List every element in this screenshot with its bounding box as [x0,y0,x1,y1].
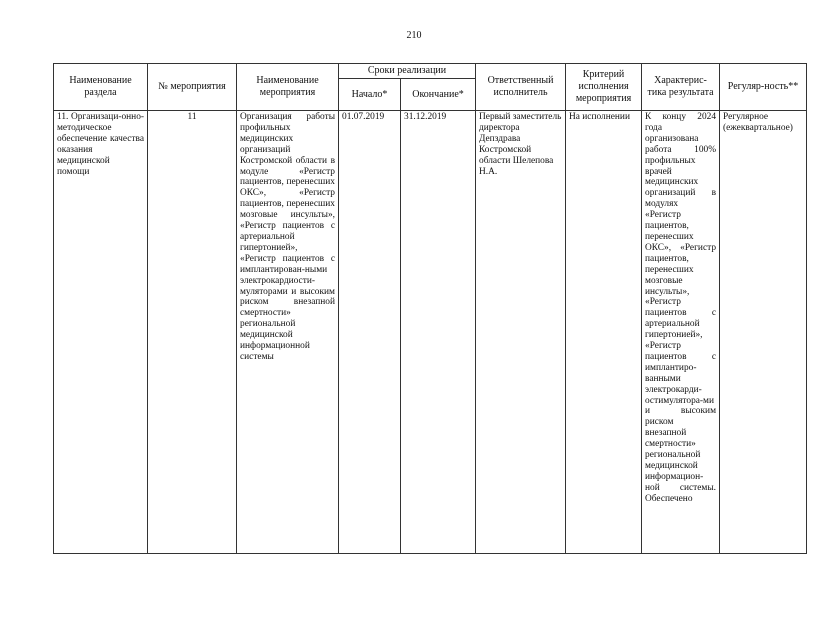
cell-activity-name: Организация работы профильных медицинских организаций Костромской области в модуле «Регистр пациентов, перенесших ОКС», «Регистр пациентов, перенесших мозговые инсульты», «Регистр пациентов с артериальной гипертонией», «Регистр пациентов с имплантирован-ными электрокардиости-муляторами и высоким риском внезапной смертности» региональной медицинской информационной системы [237,111,339,554]
action-plan-table [53,63,807,554]
cell-activity-number: 11 [148,111,237,554]
header-deadlines: Сроки реализации [339,64,476,79]
cell-section-name: 11. Организаци-онно-методическое обеспечение качества оказания медицинской помощи [54,111,148,554]
header-end: Окончание* [401,79,476,111]
cell-responsible: Первый заместитель директора Депздрава Костромской области Шелепова Н.А. [476,111,566,554]
cell-regularity: Регулярное (ежеквартальное) [720,111,807,554]
cell-start-date: 01.07.2019 [339,111,401,554]
page-number: 210 [406,30,422,41]
header-section-name: Наименование раздела [54,64,148,111]
header-regularity: Регуляр-ность** [720,64,807,111]
header-start: Начало* [339,79,401,111]
cell-end-date: 31.12.2019 [401,111,476,554]
header-result: Характерис-тика результата [642,64,720,111]
header-activity-number: № мероприятия [148,64,237,111]
header-responsible: Ответственный исполнитель [476,64,566,111]
header-activity-name: Наименование мероприятия [237,64,339,111]
cell-result: К концу 2024 года организована работа 100% профильных врачей медицинских организаций в модулях «Регистр пациентов, перенесших ОКС», «Регистр пациентов, перенесших мозговые инсульты», «Регистр пациентов с артериальной гипертонией», «Регистр пациентов с имплантиро-ванными электрокарди-остимулятора-ми и высоким риском внезапной смертности» региональной медицинской информацион-ной системы. Обеспечено [642,111,720,554]
header-criterion: Критерий исполнения мероприятия [566,64,642,111]
table-row [54,111,807,554]
cell-criterion: На исполнении [566,111,642,554]
